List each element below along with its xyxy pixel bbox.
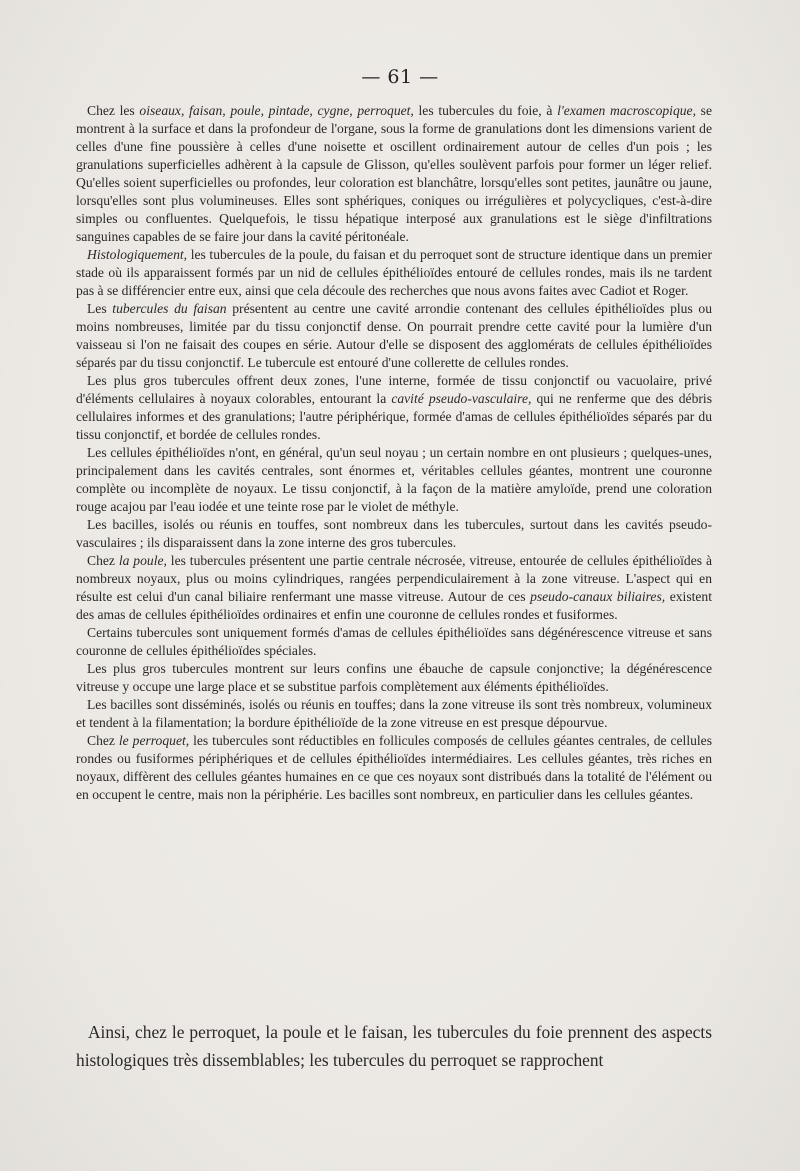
text-run: qui ne renferme que des débris cellulaires informes et des granulations; l'autre périphérique, formée d'amas de cellules épithélioïdes séparés par du tissu conjonctif, et bordée de cellules rondes.	[76, 391, 712, 442]
paragraph-gros-tubercules	[76, 372, 712, 444]
italic-run: pseudo-canaux biliaires,	[530, 589, 666, 604]
italic-run: Histologiquement,	[87, 247, 188, 262]
text-run: les tubercules de la poule, du faisan et du perroquet sont de structure identique dans un premier stade où ils apparaissent formés par un nid de cellules épithélioïdes entouré de cellules rondes, mais ils ne tardent pas à se différencier entre eux, ainsi que cela découle des recherches que nous avons faites avec Cadiot et Roger.	[76, 247, 712, 298]
paragraph-oiseaux	[76, 102, 712, 246]
text-run: présentent au centre une cavité arrondie contenant des cellules épithélioïdes plus ou moins nombreuses, limitée par du tissu conjonctif dense. On pourrait prendre cette cavité pour la lumière d'un vaisseau si l'on ne faisait des coupes en série. Autour d'elle se disposent des agglomérats de cellules épithélioïdes séparés par du tissu conjonctif. Le tubercule est entouré d'une collerette de cellules rondes.	[76, 301, 712, 370]
paragraph-bacilles-poule	[76, 696, 712, 732]
text-run: Chez les	[87, 103, 140, 118]
italic-run: tubercules du faisan	[112, 301, 227, 316]
text-run: Les plus gros tubercules offrent deux zones, l'une interne, formée de tissu conjonctif ou vacuolaire, privé d'éléments cellulaires à noyaux colorables, entourant la	[76, 373, 712, 406]
paragraph-bacilles-faisan	[76, 516, 712, 552]
text-run: Chez	[87, 733, 119, 748]
page-number: — 61 —	[361, 66, 439, 88]
text-run: Les bacilles sont disséminés, isolés ou réunis en touffes; dans la zone vitreuse ils sont très nombreux, volumineux et tendent à la filamentation; la bordure épithélioïde de la zone vitreuse en est presque dépourvue.	[76, 697, 712, 730]
text-run: Chez	[87, 553, 119, 568]
text-run: se montrent à la surface et dans la profondeur de l'organe, sous la forme de granulations dont les dimensions varient de celles d'une fine poussière à celles d'une noisette et oscillent ordinairement autour de celles d'un pois ; les granulations superficielles adhèrent à la capsule de Glisson, qu'elles soulèvent parfois pour former un léger relief. Qu'elles soient superficielles ou profondes, leur coloration est blanchâtre, lorsqu'elles sont petites, jaunâtre ou jaune, lorsqu'elles sont plus volumineuses. Elles sont sphériques, coniques ou irrégulières et polycycliques, c'est-à-dire simples ou confluentes. Quelquefois, le tissu hépatique interposé aux granulations est le siège d'infiltrations sanguines capables de se faire jour dans la cavité péritonéale.	[76, 103, 712, 244]
text-run: les tubercules sont réductibles en follicules composés de cellules géantes centrales, de cellules rondes ou fusiformes périphériques et de cellules épithélioïdes intermédiaires. Les cellules géantes, très riches en noyaux, diffèrent des cellules géantes humaines en ce que ces noyaux sont distribués dans la totalité de l'élément ou en occupent le centre, mais non la périphérie. Les bacilles sont nombreux, en particulier dans les cellules géantes.	[76, 733, 712, 802]
closing-text: Ainsi, chez le perroquet, la poule et le faisan, les tubercules du foie prennent des aspects histologiques très dissemblables; les tubercules du perroquet se rapprochent	[76, 1022, 712, 1070]
paragraph-perroquet	[76, 732, 712, 804]
text-run: les tubercules du foie, à	[413, 103, 558, 118]
text-run: existent des amas de cellules épithélioïdes ordinaires et enfin une couronne de cellules rondes et fusiformes.	[76, 589, 712, 622]
paragraph-certains-tubercules	[76, 624, 712, 660]
italic-run: oiseaux, faisan, poule, pintade, cygne, perroquet,	[139, 103, 414, 118]
paragraph-faisan	[76, 300, 712, 372]
paragraph-cellules-epithelioides	[76, 444, 712, 516]
text-run: Les plus gros tubercules montrent sur leurs confins une ébauche de capsule conjonctive; la dégénérescence vitreuse y occupe une large place et se substitue parfois complètement aux éléments épithélioïdes.	[76, 661, 712, 694]
italic-run: l'examen macroscopique,	[557, 103, 696, 118]
italic-run: cavité pseudo-vasculaire,	[391, 391, 532, 406]
italic-run: la poule,	[118, 553, 167, 568]
body-text	[76, 102, 712, 804]
paragraph-histologiquement	[76, 246, 712, 300]
text-run: Les cellules épithélioïdes n'ont, en général, qu'un seul noyau ; un certain nombre en ont plusieurs ; quelques-unes, principalement dans les cavités centrales, sont énormes et, véritables cellules géantes, montrent une couronne complète ou incomplète de noyaux. Le tissu conjonctif, à la façon de la matière amyloïde, prend une coloration rouge acajou par l'eau iodée et une teinte rose par le violet de méthyle.	[76, 445, 712, 514]
text-run: Les bacilles, isolés ou réunis en touffes, sont nombreux dans les tubercules, surtout dans les cavités pseudo-vasculaires ; ils disparaissent dans la zone interne des gros tubercules.	[76, 517, 712, 550]
italic-run: le perroquet,	[118, 733, 190, 748]
paragraph-poule	[76, 552, 712, 624]
text-run: Les	[87, 301, 113, 316]
closing-paragraph	[76, 1018, 712, 1074]
text-run: les tubercules présentent une partie centrale nécrosée, vitreuse, entourée de cellules épithélioïdes à nombreux noyaux, plus ou moins cylindriques, rangées perpendiculairement à la zone vitreuse. L'aspect qui en résulte est celui d'un canal biliaire renfermant une masse vitreuse. Autour de ces	[76, 553, 712, 604]
paragraph-capsule-conjonctive	[76, 660, 712, 696]
text-run: Certains tubercules sont uniquement formés d'amas de cellules épithélioïdes sans dégénérescence vitreuse et sans couronne de cellules épithélioïdes spéciales.	[76, 625, 712, 658]
